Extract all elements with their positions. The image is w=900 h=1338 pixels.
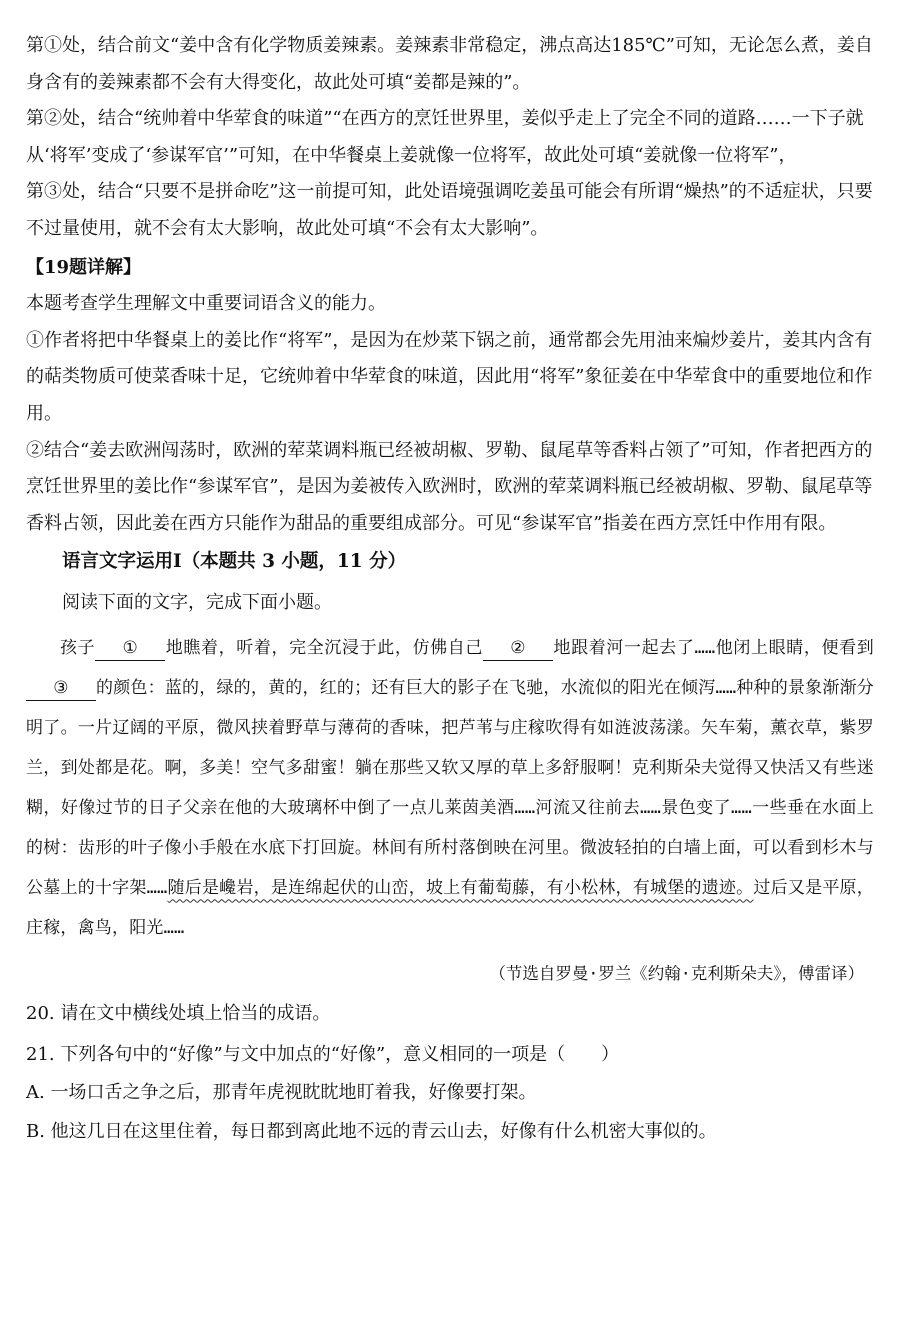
q18-answer-1: 第①处，结合前文“姜中含有化学物质姜辣素。姜辣素非常稳定，沸点高达185℃”可知，无论怎么煮，姜自身含有的姜辣素都不会有大得变化，故此处可填“姜都是辣的”。	[26, 35, 873, 93]
question-21-option-b: B. 他这几日在这里住着，每日都到离此地不远的青云山去，好像有什么机密大事似的。	[26, 1120, 717, 1142]
passage-source: （节选自罗曼·罗兰《约翰·克利斯朵夫》，傅雷译）	[489, 963, 864, 983]
q19-heading: 【19题详解】	[26, 256, 142, 278]
reading-passage	[26, 628, 874, 948]
question-21-option-a: A. 一场口舌之争之后，那青年虎视眈眈地盯着我，好像要打架。	[26, 1082, 537, 1104]
passage-text-4: 的颜色：蓝的，绿的，黄的，红的；还有巨大的影子在飞驰，水流似的阳光在倾泻……种种的景象渐渐分明了。一片辽阔的平原，微风挟着野草与薄荷的香味，把芦苇与庄稼吹得有如涟波荡漾。矢车菊，薰衣草，紫罗兰，到处都是花。啊，多美！空气多甜蜜！躺在那些又软又厚的草上多舒服啊！克利斯朵夫觉得又快活又有些迷糊，好像过节的日子父亲在他的大玻璃杯中倒了一点儿莱茵美酒……河流又往前去……景色变了……一些垂在水面上的树：齿形的叶子像小手般在水底下打回旋。林间有所村落倒映在河里。微波轻拍的白墙上面，可以看到杉木与公墓上的十字架……	[26, 677, 874, 898]
q19-answer-1: ①作者将把中华餐桌上的姜比作“将军”，是因为在炒菜下锅之前，通常都会先用油来煸炒姜片，姜其内含有的萜类物质可使菜香味十足，它统帅着中华荤食的味道，因此用“将军”象征姜在中华荤食中的重要地位和作用。	[26, 329, 873, 424]
section-title: 语言文字运用Ⅰ（本题共 3 小题，11 分）	[62, 551, 407, 573]
passage-text-2: 地瞧着，听着，完全沉浸于此，仿佛自己	[165, 637, 484, 658]
section-intro: 阅读下面的文字，完成下面小题。	[62, 591, 332, 613]
blank-2: ②	[483, 636, 553, 661]
question-20: 20. 请在文中横线处填上恰当的成语。	[26, 1003, 331, 1025]
blank-3: ③	[26, 676, 96, 701]
q19-intro: 本题考查学生理解文中重要词语含义的能力。	[26, 293, 386, 315]
blank-1: ①	[95, 636, 165, 661]
q19-answer-2: ②结合“姜去欧洲闯荡时，欧洲的荤菜调料瓶已经被胡椒、罗勒、鼠尾草等香料占领了”可知，作者把西方的烹饪世界里的姜比作“参谋军官”，是因为姜被传入欧洲时，欧洲的荤菜调料瓶已经被胡椒、罗勒、鼠尾草等香料占领，因此姜在西方只能作为甜品的重要组成部分。可见“参谋军官”指姜在西方烹饪中作用有限。	[26, 439, 873, 534]
q18-answer-3: 第③处，结合“只要不是拼命吃”这一前提可知，此处语境强调吃姜虽可能会有所谓“燥热”的不适症状，只要不过量使用，就不会有太大影响，故此处可填“不会有太大影响”。	[26, 181, 873, 239]
question-21-stem: 21. 下列各句中的“好像”与文中加点的“好像”，意义相同的一项是（ ）	[26, 1043, 620, 1065]
passage-text-5: 过后又是平原，庄稼，禽鸟，阳光……	[26, 877, 874, 938]
passage-text-3: 地跟着河一起去了……他闭上眼睛，便看到	[553, 637, 874, 658]
wavy-underlined-sentence: 随后是巉岩，是连绵起伏的山峦，坡上有葡萄藤，有小松林，有城堡的遗迹。	[167, 877, 754, 898]
passage-text-1: 孩子	[60, 637, 96, 658]
q18-answer-2: 第②处，结合“统帅着中华荤食的味道”“在西方的烹饪世界里，姜似乎走上了完全不同的道路……一下子就从‘将军’变成了‘参谋军官’”可知，在中华餐桌上姜就像一位将军，故此处可填“姜就像一位将军”，	[26, 108, 864, 166]
